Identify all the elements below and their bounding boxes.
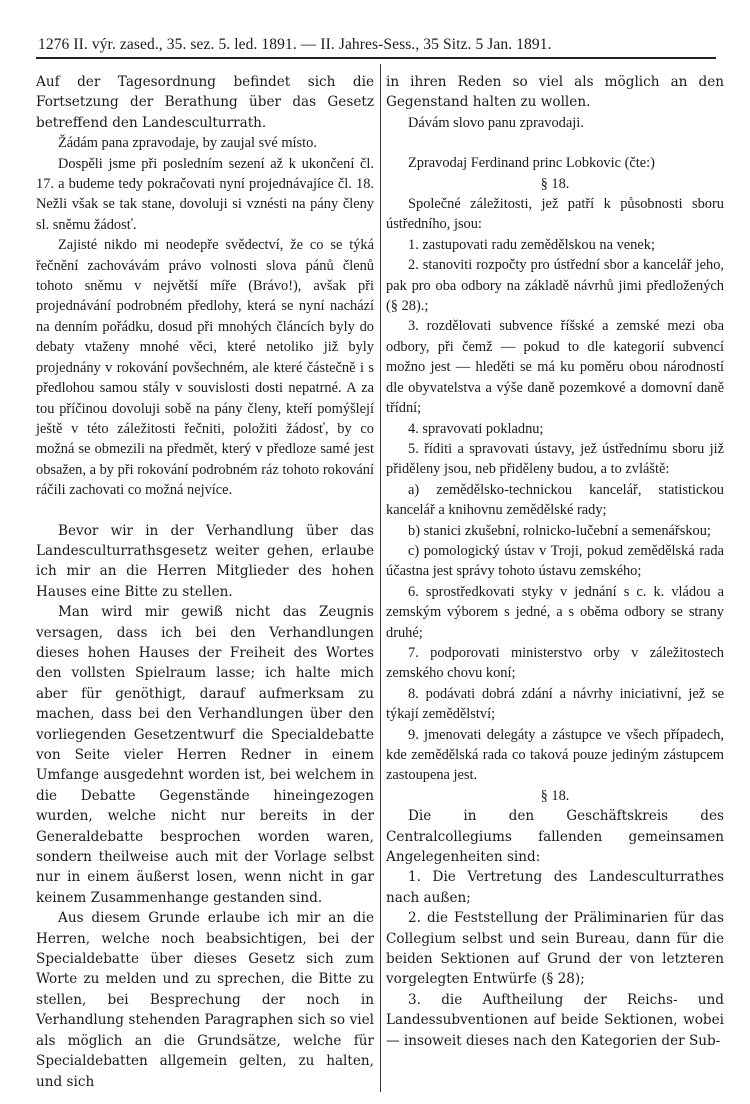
right-paragraph: 2. die Feststellung der Präliminarien für das Collegium selbst und sein Bureau, dann für die beiden Sektionen auf Grund der von letzteren vorgelegten Entwürfe (§ 28);	[386, 910, 724, 988]
header-rule	[36, 57, 716, 59]
right-paragraph: 3. rozdělovati subvence říšské a zemské mezi oba odbory, při čemž — pokud to dle kategorií subvencí možno jest — hleděti se má ku poměru obou národností dle obyvatelstva a výše daně pozemkové a domovní daně třídní;	[386, 318, 724, 417]
right-paragraph: 9. jmenovati delegáty a zástupce ve všech případech, kde zemědělská rada co taková pouze jediným zástupcem zastoupena jest.	[386, 726, 724, 784]
column-divider	[380, 64, 381, 1092]
left-paragraph: Dospěli jsme při posledním sezení až k ukončení čl. 17. a budeme tedy pokračovati nyní projednávajíce čl. 18. Nežli však se tak stane, dovoluji si vznésti na pány členy sl. sněmu žádosť.	[36, 155, 374, 233]
right-paragraph: c) pomologický ústav v Troji, pokud zemědělská rada účastna jest správy tohoto ústavu zemského;	[386, 542, 724, 580]
right-paragraph: in ihren Reden so viel als möglich an den Gegenstand halten zu wollen.	[386, 74, 724, 111]
right-paragraph: Zpravodaj Ferdinand princ Lobkovic (čte:)	[408, 155, 655, 172]
left-paragraph: Žádám pana zpravodaje, by zaujal své místo.	[58, 135, 317, 152]
left-paragraph: Zajisté nikdo mi neodepře svědectví, že co se týká řečnění zachovávám právo volnosti slova pánů členů tohoto sněmu v největší míře (Brávo!), avšak při projednávání podrobném předlohy, která se nyní nachází na denním pořádku, dosud při mnohých článcích byly do debaty vtaženy mnohé věci, které netoliko již byly projednány v rokování povšechném, ale které částečně i s předlohou samou stály v souvislosti dosti nepatrné. A za tou příčinou dovoluji sobě na pány členy, kteří pomýšlejí ještě v této záležitosti řečniti, položiti žádosť, by co možná se obmezili na předmět, který v předloze samé jest obsažen, a by při rokování podrobném ráz tohoto rokování ráčili zachovati co možná nejvíce.	[36, 237, 374, 499]
right-paragraph: Společné záležitosti, jež patří k působnosti sboru ústředního, jsou:	[386, 196, 724, 233]
right-paragraph: 6. sprostředkovati styky v jednání s c. k. vládou a zemským výborem s jedné, a s oběma odbory se strany druhé;	[386, 583, 724, 641]
right-paragraph: a) zemědělsko-technickou kancelář, statistickou kancelář a knihovnu zemědělské rady;	[386, 481, 724, 519]
right-paragraph: Dávám slovo panu zpravodaji.	[408, 114, 584, 131]
right-paragraph: b) stanici zkušební, rolnicko-lučební a semenářskou;	[408, 522, 711, 539]
right-paragraph: § 18.	[540, 787, 570, 804]
right-paragraph: 8. podávati dobrá zdání a návrhy iniciativní, jež se týkají zemědělství;	[386, 685, 724, 723]
left-column	[36, 72, 374, 1092]
right-paragraph: 2. stanoviti rozpočty pro ústřední sbor a kancelář jeho, pak pro oba odbory na základě návrhů jimi předložených (§ 28).;	[386, 257, 724, 315]
left-paragraph: Man wird mir gewiß nicht das Zeugnis versagen, dass ich bei den Verhandlungen dieses hohen Hauses der Freiheit des Wortes den vollsten Spielraum lasse; ich halte mich aber für genöthigt, darauf aufmerksam zu machen, dass bei den Verhandlungen über den vorliegenden Gesetzentwurf die Specialdebatte von Seite vieler Herren Redner in einem Umfange ausgedehnt worden ist, bei welchem in die Debatte Gegenstände hineingezogen wurden, welche nicht nur bereits in der Generaldebatte besprochen worden waren, sondern theilweise auch mit der Vorlage selbst nur in einem äußerst losen, wenn nicht in gar keinem Zusammenhange gestanden sind.	[36, 604, 374, 906]
right-paragraph: 1. zastupovati radu zemědělskou na venek;	[408, 236, 655, 253]
right-paragraph: 1. Die Vertretung des Landesculturrathes nach außen;	[386, 869, 724, 906]
right-paragraph: 7. podporovati ministerstvo orby v záležitostech zemského chovu koní;	[386, 644, 724, 682]
right-column	[386, 72, 724, 1051]
right-paragraph: § 18.	[540, 175, 570, 192]
left-paragraph: Aus diesem Grunde erlaube ich mir an die Herren, welche noch beabsichtigen, bei der Specialdebatte über dieses Gesetz sich zum Worte zu melden und zu sprechen, die Bitte zu stellen, bei Besprechung der noch in Verhandlung stehenden Paragraphen sich so viel als möglich an die Grundsätze, welche für Specialdebatten allgemein gelten, zu halten, und sich	[36, 910, 374, 1090]
page-header: 1276 II. výr. zased., 35. sez. 5. led. 1891. — II. Jahres-Sess., 35 Sitz. 5 Jan. 1891.	[38, 36, 552, 53]
left-paragraph: Auf der Tagesordnung befindet sich die Fortsetzung der Berathung über das Gesetz betreffend den Landesculturrath.	[36, 74, 374, 131]
right-paragraph: Die in den Geschäftskreis des Centralcollegiums fallenden gemeinsamen Angelegenheiten sind:	[386, 808, 724, 866]
right-paragraph: 4. spravovati pokladnu;	[408, 420, 544, 437]
right-paragraph: 3. die Auftheilung der Reichs- und Landessubventionen auf beide Sektionen, wobei — insoweit dieses nach den Kategorien der Sub-	[386, 991, 724, 1049]
right-paragraph: 5. říditi a spravovati ústavy, jež ústřednímu sboru již přiděleny jsou, neb přiděleny budou, a to zvláště:	[386, 440, 724, 478]
left-paragraph: Bevor wir in der Verhandlung über das Landesculturrathsgesetz weiter gehen, erlaube ich mir an die Herren Mitglieder des hohen Hauses eine Bitte zu stellen.	[36, 522, 374, 600]
